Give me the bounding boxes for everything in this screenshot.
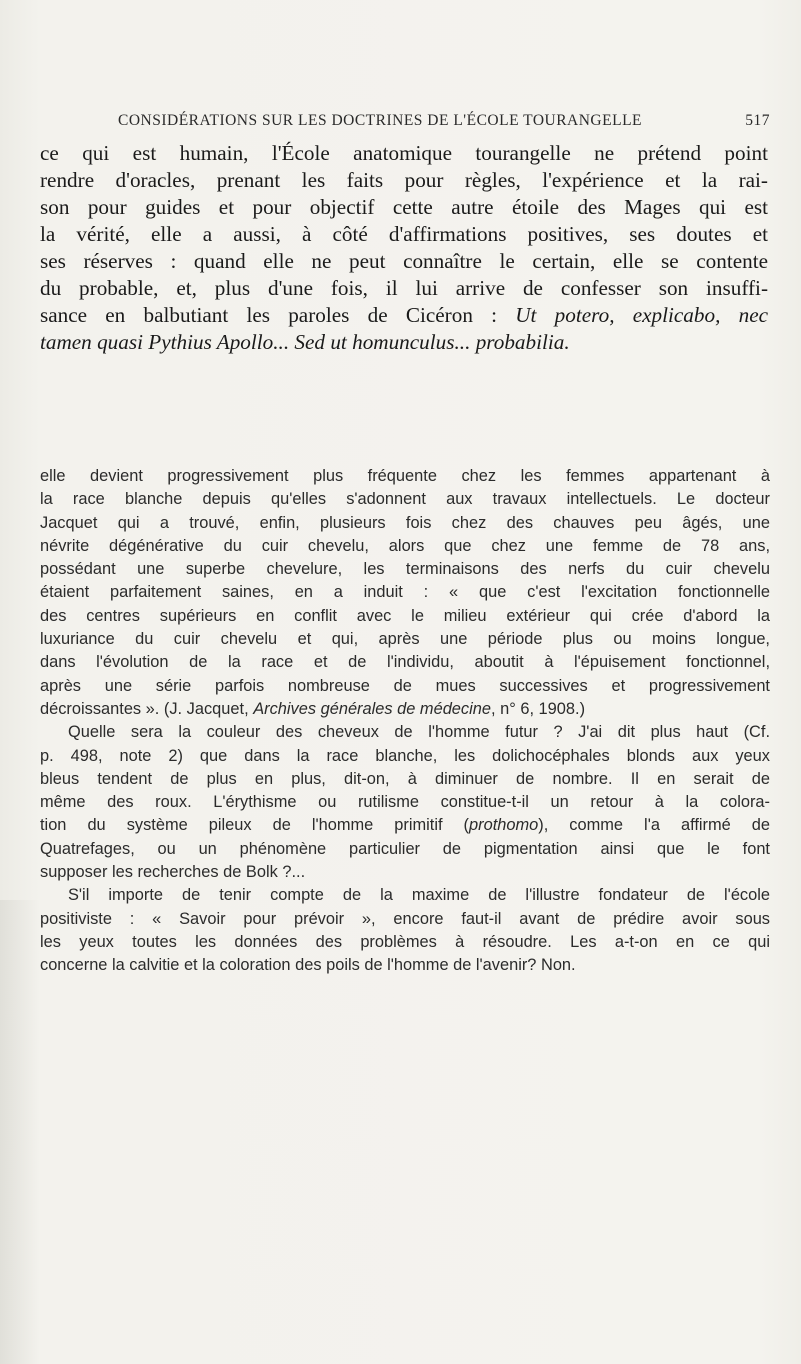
citation-suffix: , n° 6, 1908.) <box>491 699 586 718</box>
footnote-line: Jacquet qui a trouvé, enfin, plusieurs fois chez des chauves peu âgés, une <box>40 513 770 532</box>
text-segment: tion du système pileux de l'homme primitif ( <box>40 816 470 835</box>
footnote-line <box>40 814 770 837</box>
footnote-line: S'il importe de tenir compte de la maxime de l'illustre fondateur de l'école <box>68 886 770 905</box>
footnote-line: elle devient progressivement plus fréquente chez les femmes appartenant à <box>40 467 770 485</box>
footnote-line: dans l'évolution de la race et de l'individu, aboutit à l'épuisement fonctionnel, <box>40 653 770 672</box>
text-line <box>40 329 768 356</box>
journal-title: Archives générales de médecine <box>253 699 491 718</box>
main-paragraph <box>40 140 768 356</box>
citation-prefix: décroissantes ». (J. Jacquet, <box>40 699 254 718</box>
footnote-block <box>40 465 770 978</box>
footnote-line: étaient parfaitement saines, en a induit : « que c'est l'excitation fonctionnelle <box>40 583 770 602</box>
footnote-line: même des roux. L'érythisme ou rutilisme constitue-t-il un retour à la colora- <box>40 793 770 812</box>
footnote-line: la race blanche depuis qu'elles s'adonnent aux travaux intellectuels. Le docteur <box>40 490 770 509</box>
footnote-line: Quelle sera la couleur des cheveux de l'homme futur ? J'ai dit plus haut (Cf. <box>68 723 770 742</box>
footnote-line: des centres supérieurs en conflit avec le milieu extérieur qui crée d'abord la <box>40 606 770 625</box>
text-line: son pour guides et pour objectif cette autre étoile des Mages qui est <box>40 195 768 219</box>
text-segment: sance en balbutiant les paroles de Cicéron : <box>40 303 516 327</box>
text-line: la vérité, elle a aussi, à côté d'affirmations positives, ses doutes et <box>40 222 768 246</box>
page-edge-shadow <box>0 900 40 1364</box>
footnote-line: possédant une superbe chevelure, les terminaisons des nerfs du cuir chevelu <box>40 560 770 579</box>
footnote-line: p. 498, note 2) que dans la race blanche, les dolichocéphales blonds aux yeux <box>40 746 770 765</box>
latin-quote-end: tamen quasi Pythius Apollo... Sed ut homunculus... probabilia. <box>40 330 570 354</box>
text-line: rendre d'oracles, prenant les faits pour règles, l'expérience et la rai- <box>40 168 768 192</box>
page-number: 517 <box>745 112 770 129</box>
text-line: ses réserves : quand elle ne peut connaître le certain, elle se contente <box>40 249 768 273</box>
text-segment: ), comme l'a affirmé de <box>538 816 770 835</box>
footnote-line: après une série parfois nombreuse de mues successives et progressivement <box>40 676 770 695</box>
footnote-citation-line <box>40 698 770 721</box>
footnote-line: névrite dégénérative du cuir chevelu, alors que chez une femme de 78 ans, <box>40 536 770 555</box>
footnote-line: positiviste : « Savoir pour prévoir », encore faut-il avant de prédire avoir sous <box>40 909 770 928</box>
footnote-line: supposer les recherches de Bolk ?... <box>40 863 306 882</box>
footnote-line: bleus tendent de plus en plus, dit-on, à diminuer de nombre. Il en serait de <box>40 769 770 788</box>
running-header <box>40 112 770 138</box>
footnote-line: les yeux toutes les données des problèmes à résoudre. Les a-t-on en ce qui <box>40 932 770 951</box>
latin-quote: Ut potero, explicabo, nec <box>515 303 768 327</box>
footnote-line: luxuriance du cuir chevelu et qui, après une période plus ou moins longue, <box>40 630 770 649</box>
text-line: du probable, et, plus d'une fois, il lui arrive de confesser son insuffi- <box>40 276 768 300</box>
prothomo-term: prothomo <box>469 816 539 835</box>
footnote-line: concerne la calvitie et la coloration des poils de l'homme de l'avenir? Non. <box>40 956 576 975</box>
footnote-line: Quatrefages, ou un phénomène particulier de pigmentation ainsi que le font <box>40 839 770 858</box>
text-line: ce qui est humain, l'École anatomique tourangelle ne prétend point <box>40 141 768 165</box>
text-line <box>40 302 768 329</box>
running-title: CONSIDÉRATIONS SUR LES DOCTRINES DE L'ÉCOLE TOURANGELLE <box>118 112 642 129</box>
